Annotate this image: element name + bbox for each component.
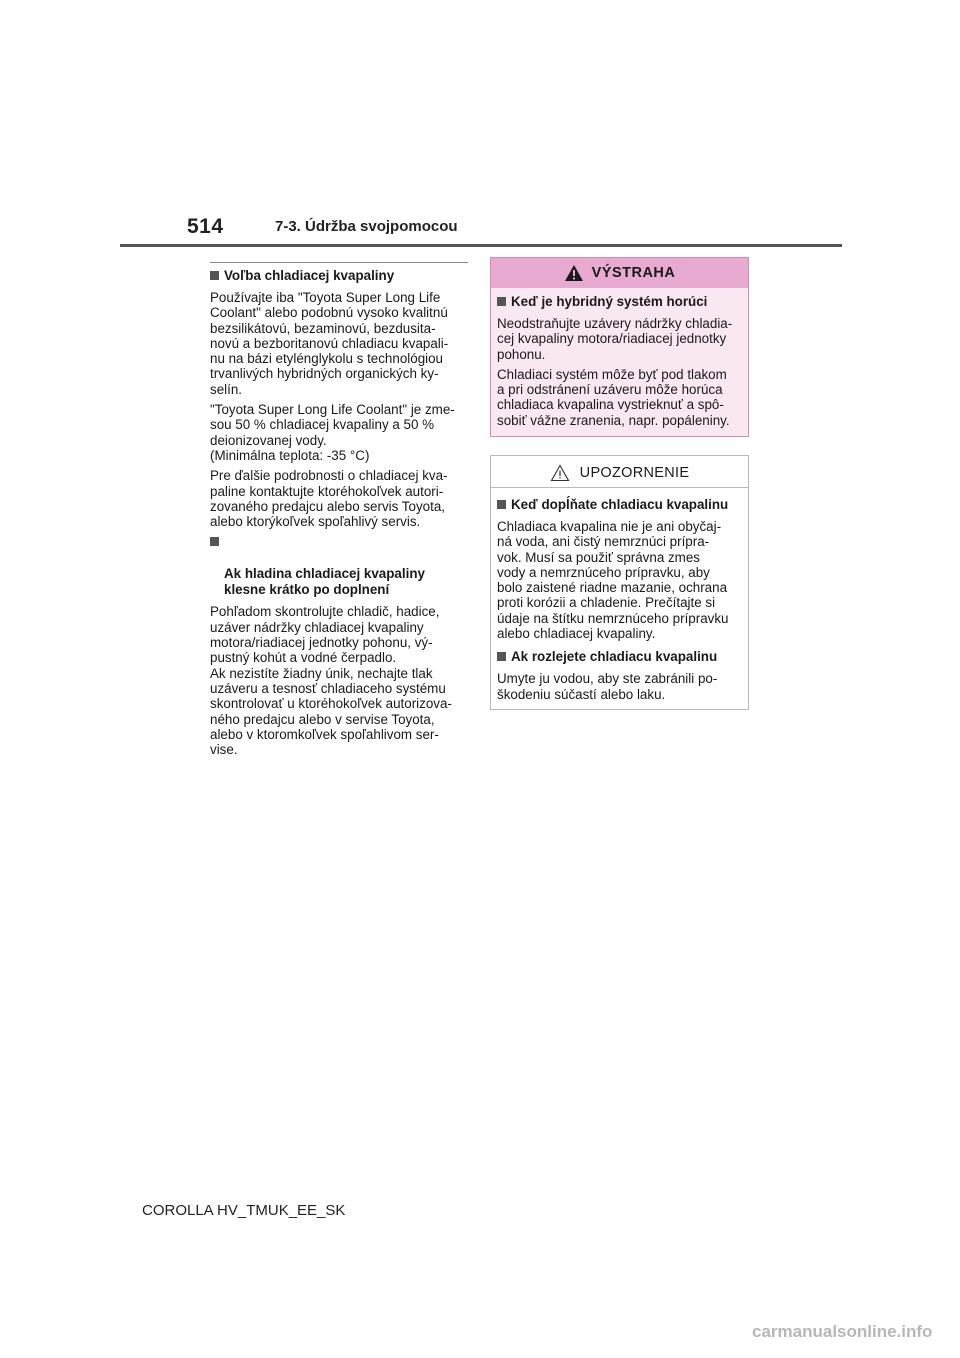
warning-title: VÝSTRAHA	[591, 265, 676, 281]
notice-heading-text: Ak rozlejete chladiacu kvapalinu	[511, 649, 718, 665]
paragraph: Používajte iba "Toyota Super Long Life Coolant" alebo podobnú vysoko kvalitnú bezsilikátovú, bezaminovú, bezdusita- novú a bezboritanovú chladiacu kvapali- nu na bázi etylénglykolu s technológiou trvanlivých hybridných organických ky- selín.	[210, 290, 449, 397]
notice-box	[490, 455, 749, 710]
paragraph: Umyte ju vodou, aby ste zabránili po- škodeniu súčastí alebo laku.	[497, 671, 718, 702]
page-number: 514	[187, 215, 224, 238]
header-divider	[120, 244, 842, 247]
notice-heading	[497, 497, 742, 513]
notice-title: UPOZORNENIE	[579, 464, 690, 481]
footer-doc-id: COROLLA HV_TMUK_EE_SK	[142, 1202, 346, 1219]
subsection-heading-text: Ak hladina chladiacej kvapaliny klesne krátko po doplnení	[224, 566, 425, 598]
square-bullet-icon	[497, 652, 506, 661]
paragraph: Pre ďalšie podrobnosti o chladiacej kva- paline kontaktujte ktoréhokoľvek autori- zovaného predajcu alebo servis Toyota, alebo ktorýkoľvek spoľahlivý servis.	[210, 468, 448, 530]
caution-triangle-icon	[550, 464, 570, 482]
square-bullet-icon	[210, 537, 219, 546]
paragraph: Chladiaci systém môže byť pod tlakom a pri odstránení uzáveru môže horúca chladiaca kvapalina vystrieknuť a spô- sobiť vážne zranenia, napr. popáleniny.	[497, 366, 730, 428]
page-header	[120, 215, 842, 249]
square-bullet-icon	[497, 297, 506, 306]
warning-heading	[497, 294, 742, 310]
square-bullet-icon	[210, 271, 219, 280]
notice-divider	[491, 487, 748, 488]
section-title: 7-3. Údržba svojpomocou	[275, 218, 458, 235]
warning-heading-text: Keď je hybridný systém horúci	[511, 294, 708, 309]
warning-triangle-icon	[564, 264, 584, 282]
notice-heading-text: Keď dopĺňate chladiacu kvapalinu	[511, 497, 729, 512]
main-text-column	[210, 262, 468, 762]
square-bullet-icon	[497, 500, 506, 509]
paragraph: Chladiaca kvapalina nie je ani obyčaj- ná voda, ani čistý nemrznúci prípra- vok. Musí sa použiť správna zmes vody a nemrznúceho prípravku, aby bolo zaistené riadne mazanie, ochrana proti korózii a chladenie. Prečítajte si údaje na štítku nemrznúceho prípravku alebo chladiacej kvapaliny.	[497, 519, 729, 642]
warning-title-bar	[491, 258, 748, 288]
paragraph: "Toyota Super Long Life Coolant" je zme- sou 50 % chladiacej kvapaliny a 50 % deionizovanej vody. (Minimálna teplota: -35 °C)	[210, 402, 455, 463]
paragraph: Neodstraňujte uzávery nádržky chladia- cej kvapaliny motora/riadiacej jednotky pohonu.	[497, 316, 733, 362]
section-divider	[210, 262, 468, 263]
notice-title-bar	[491, 458, 748, 487]
watermark: carmanualsonline.info	[752, 1322, 933, 1341]
subsection-heading	[210, 534, 468, 598]
subsection-heading-text: Voľba chladiacej kvapaliny	[224, 268, 395, 283]
subsection-heading	[210, 268, 468, 284]
notice-heading	[497, 649, 742, 665]
paragraph: Pohľadom skontrolujte chladič, hadice, uzáver nádržky chladiacej kvapaliny motora/riadiacej jednotky pohonu, vý- pustný kohút a vodné čerpadlo. Ak nezistíte žiadny únik, nechajte tlak uzáveru a tesnosť chladiaceho systému skontrolovať u ktoréhokoľvek autorizova- ného predajcu alebo v servise Toyota, alebo v ktoromkoľvek spoľahlivom ser- vise.	[210, 604, 452, 758]
warning-box	[490, 257, 749, 437]
